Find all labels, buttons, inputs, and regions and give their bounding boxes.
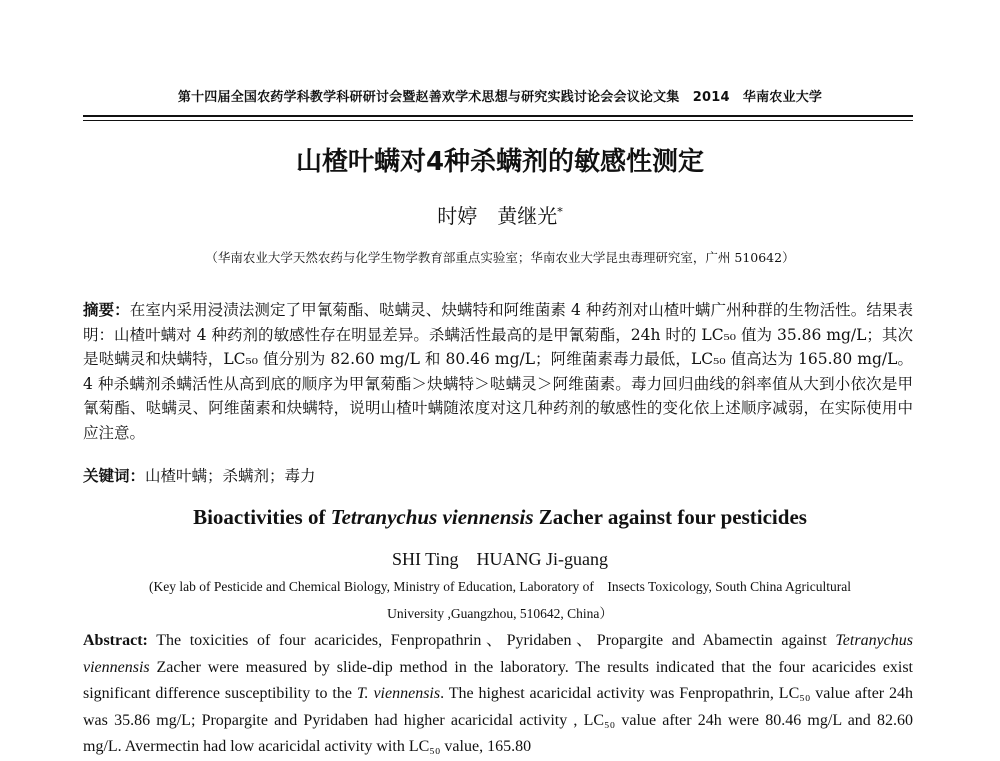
affiliation-cn: （华南农业大学天然农药与化学生物学教育部重点实验室；华南农业大学昆虫毒理研究室，广州 510642） [205, 250, 795, 265]
authors-cn-names: 时婷 黄继光 [437, 204, 558, 228]
abstract-en-species: Tetranychus viennensis [83, 632, 913, 676]
affiliation-en-line-2: University ,Guangzhou, 510642, China） [387, 606, 613, 621]
keywords-cn-label: 关键词： [83, 467, 146, 485]
abstract-en-text-3: . The highest acaricidal activity was Fenpropathrin, LC₅₀ value after 24h was 35.86 mg/L; Propargite and Pyridaben had higher acaricidal activity , LC₅₀ value after 24h were 80.46 mg/L and 82.60 mg/L. Avermectin had low acaricidal activity with LC₅₀ value, 165.80 [83, 685, 914, 755]
authors-cn [0, 200, 1000, 229]
title-en-prefix: Bioactivities of [193, 505, 331, 529]
abstract-cn [83, 298, 913, 445]
paper-title-en [0, 505, 1000, 530]
header-rule-thin [83, 120, 913, 121]
abstract-en-text-1: The toxicities of four acaricides, Fenpropathrin、Pyridaben、Propargite and Abamectin against [147, 632, 836, 649]
abstract-en-label: Abstract: [83, 632, 148, 649]
title-en-suffix: Zacher against four pesticides [533, 505, 807, 529]
keywords-cn [83, 464, 913, 488]
abstract-en-species-short: T. viennensis [356, 685, 441, 702]
abstract-en-text-2: Zacher were measured by slide-dip method in the laboratory. The results indicated that the four acaricides exist significant difference susceptibility to the [83, 658, 913, 702]
authors-en: SHI Ting HUANG Ji-guang [391, 549, 609, 569]
keywords-cn-text: 山楂叶螨；杀螨剂；毒力 [145, 467, 316, 485]
affiliation-en [92, 573, 908, 627]
title-en-species: Tetranychus viennensis [330, 505, 534, 529]
abstract-en [83, 628, 913, 761]
affiliation-en-line-1: (Key lab of Pesticide and Chemical Biology, Ministry of Education, Laboratory of Insects Toxicology, South China Agricultural [149, 579, 851, 594]
abstract-cn-text: 在室内采用浸渍法测定了甲氰菊酯、哒螨灵、炔螨特和阿维菌素 4 种药剂对山楂叶螨广州种群的生物活性。结果表明：山楂叶螨对 4 种药剂的敏感性存在明显差异。杀螨活性最高的是甲氰菊酯，24h 时的 LC₅₀ 值为 35.86 mg/L；其次是哒螨灵和炔螨特，LC₅₀ 值分别为 82.60 mg/L 和 80.46 mg/L；阿维菌素毒力最低，LC₅₀ 值高达为 165.80 mg/L。4 种杀螨剂杀螨活性从高到底的顺序为甲氰菊酯＞炔螨特＞哒螨灵＞阿维菌素。毒力回归曲线的斜率值从大到小依次是甲氰菊酯、哒螨灵、阿维菌素和炔螨特，说明山楂叶螨随浓度对这几种药剂的敏感性的变化依上述顺序减弱，在实际使用中应注意。 [83, 301, 913, 442]
abstract-cn-label: 摘要： [83, 301, 130, 319]
paper-title-cn: 山楂叶螨对4种杀螨剂的敏感性测定 [295, 147, 705, 177]
corresponding-author-mark: * [557, 205, 563, 219]
running-header: 第十四届全国农药学科教学科研研讨会暨赵善欢学术思想与研究实践讨论会会议论文集 2014 华南农业大学 [177, 90, 823, 105]
header-rule-thick [83, 115, 913, 117]
